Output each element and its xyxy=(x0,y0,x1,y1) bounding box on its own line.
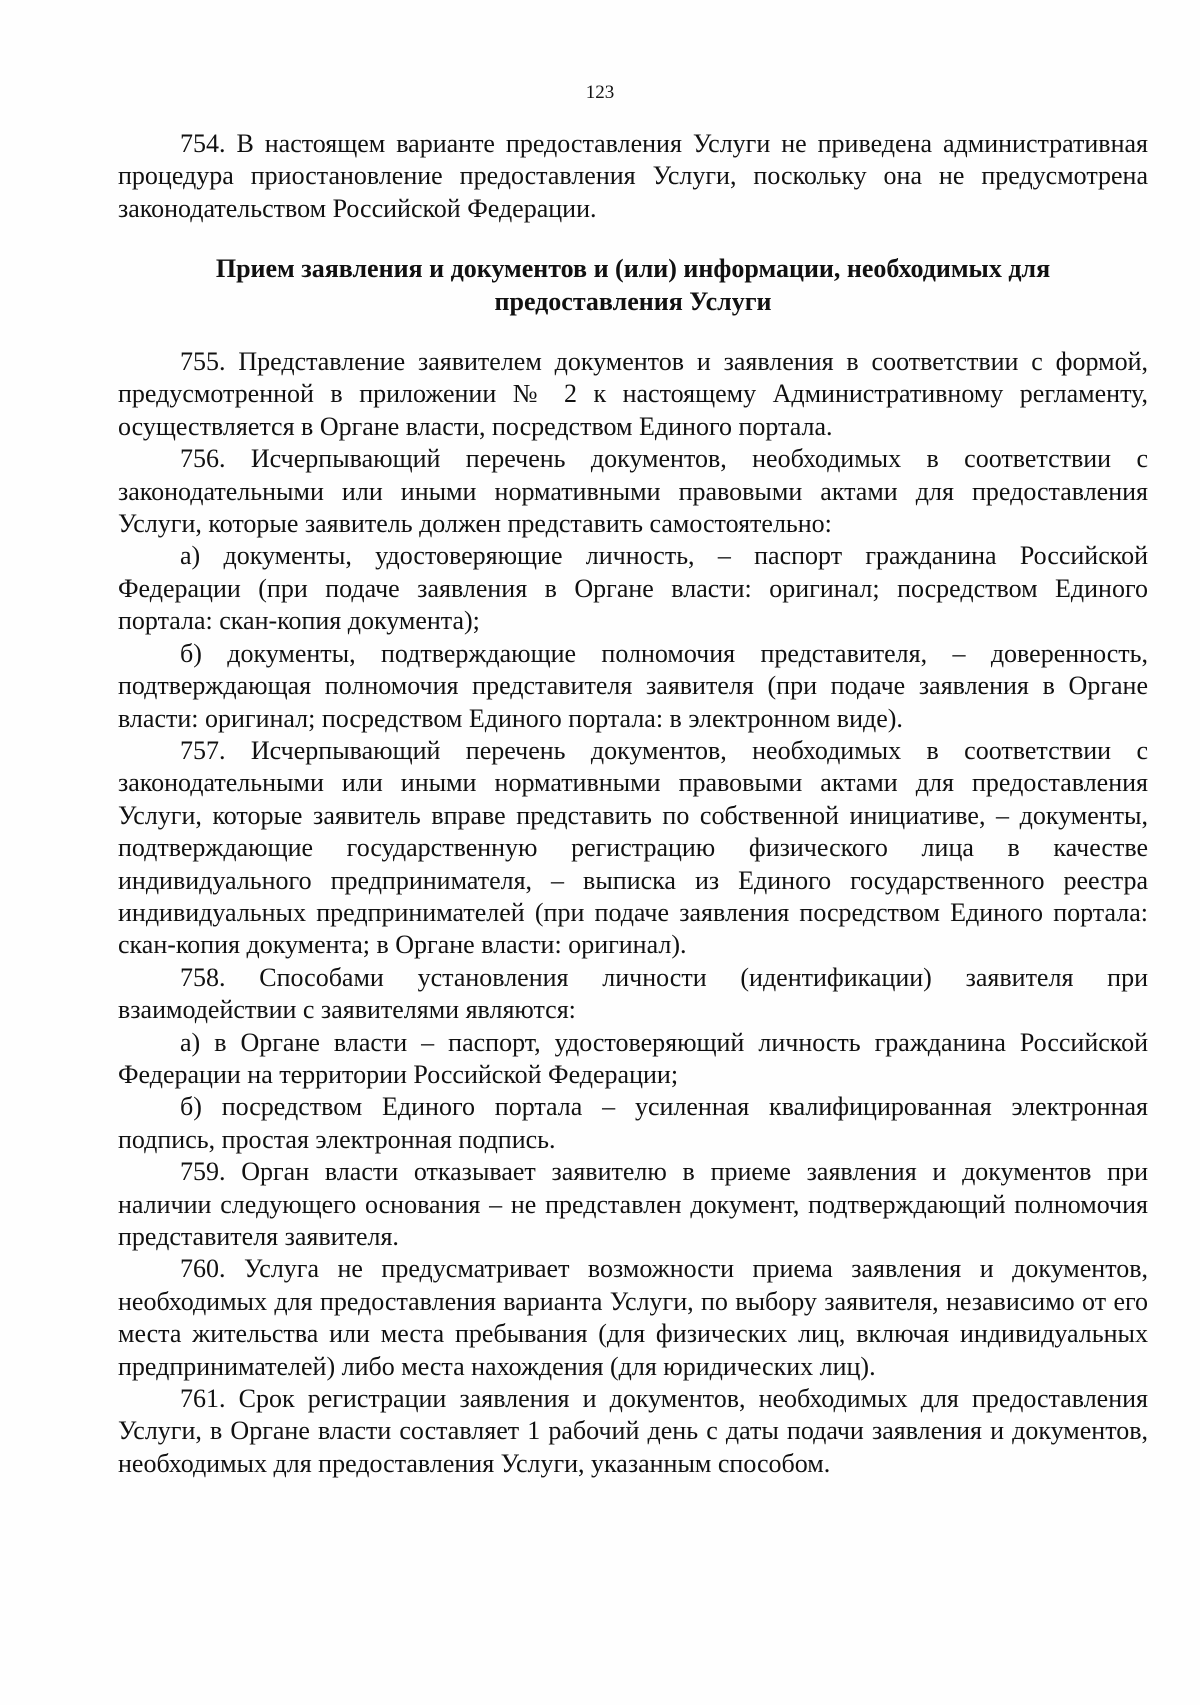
paragraph-758-b: б) посредством Единого портала – усиленная квалифицированная электронная подпись, простая электронная подпись. xyxy=(118,1092,1148,1154)
page-number: 123 xyxy=(585,82,615,103)
section-heading-line-2: предоставления Услуги xyxy=(494,286,772,316)
paragraph-761: 761. Срок регистрации заявления и документов, необходимых для предоставления Услуги, в Органе власти составляет 1 рабочий день с даты подачи заявления и документов, необходимых для предоставления Услуги, указанным способом. xyxy=(118,1384,1148,1478)
section-heading xyxy=(118,253,1148,318)
paragraph-756-a: а) документы, удостоверяющие личность, – паспорт гражданина Российской Федерации (при подаче заявления в Органе власти: оригинал; посредством Единого портала: скан-копия документа); xyxy=(118,541,1148,636)
paragraph-754: 754. В настоящем варианте предоставления Услуги не приведена административная процедура приостановление предоставления Услуги, поскольку она не предусмотрена законодательством Российской Федерации. xyxy=(118,129,1148,223)
paragraph-758-a: а) в Органе власти – паспорт, удостоверяющий личность гражданина Российской Федерации на территории Российской Федерации; xyxy=(118,1027,1148,1089)
paragraph-760: 760. Услуга не предусматривает возможности приема заявления и документов, необходимых для предоставления варианта Услуги, по выбору заявителя, независимо от его места жительства или места пребывания (для физических лиц, включая индивидуальных предпринимателей) либо места нахождения (для юридических лиц). xyxy=(118,1254,1148,1381)
paragraph-755: 755. Представление заявителем документов и заявления в соответствии с формой, предусмотренной в приложении № 2 к настоящему Административному регламенту, осуществляется в Органе власти, посредством Единого портала. xyxy=(118,347,1148,441)
paragraph-758: 758. Способами установления личности (идентификации) заявителя при взаимодействии с заявителями являются: xyxy=(118,962,1148,1025)
paragraph-756: 756. Исчерпывающий перечень документов, необходимых в соответствии с законодательными или иными нормативными правовыми актами для предоставления Услуги, которые заявитель должен представить самостоятельно: xyxy=(118,444,1148,539)
document-body xyxy=(118,128,1148,1480)
section-heading-line-1: Прием заявления и документов и (или) информации, необходимых для xyxy=(215,254,1051,284)
paragraph-756-b: б) документы, подтверждающие полномочия представителя, – доверенность, подтверждающая полномочия представителя заявителя (при подаче заявления в Органе власти: оригинал; посредством Единого портала: в электронном виде). xyxy=(118,638,1148,733)
paragraph-759: 759. Орган власти отказывает заявителю в приеме заявления и документов при наличии следующего основания – не представлен документ, подтверждающий полномочия представителя заявителя. xyxy=(118,1157,1148,1251)
paragraph-757: 757. Исчерпывающий перечень документов, необходимых в соответствии с законодательными или иными нормативными правовыми актами для предоставления Услуги, которые заявитель вправе представить по собственной инициативе, – документы, подтверждающие государственную регистрацию физического лица в качестве индивидуального предпринимателя, – выписка из Единого государственного реестра индивидуальных предпринимателей (при подаче заявления посредством Единого портала: скан-копия документа; в Органе власти: оригинал). xyxy=(118,735,1148,960)
